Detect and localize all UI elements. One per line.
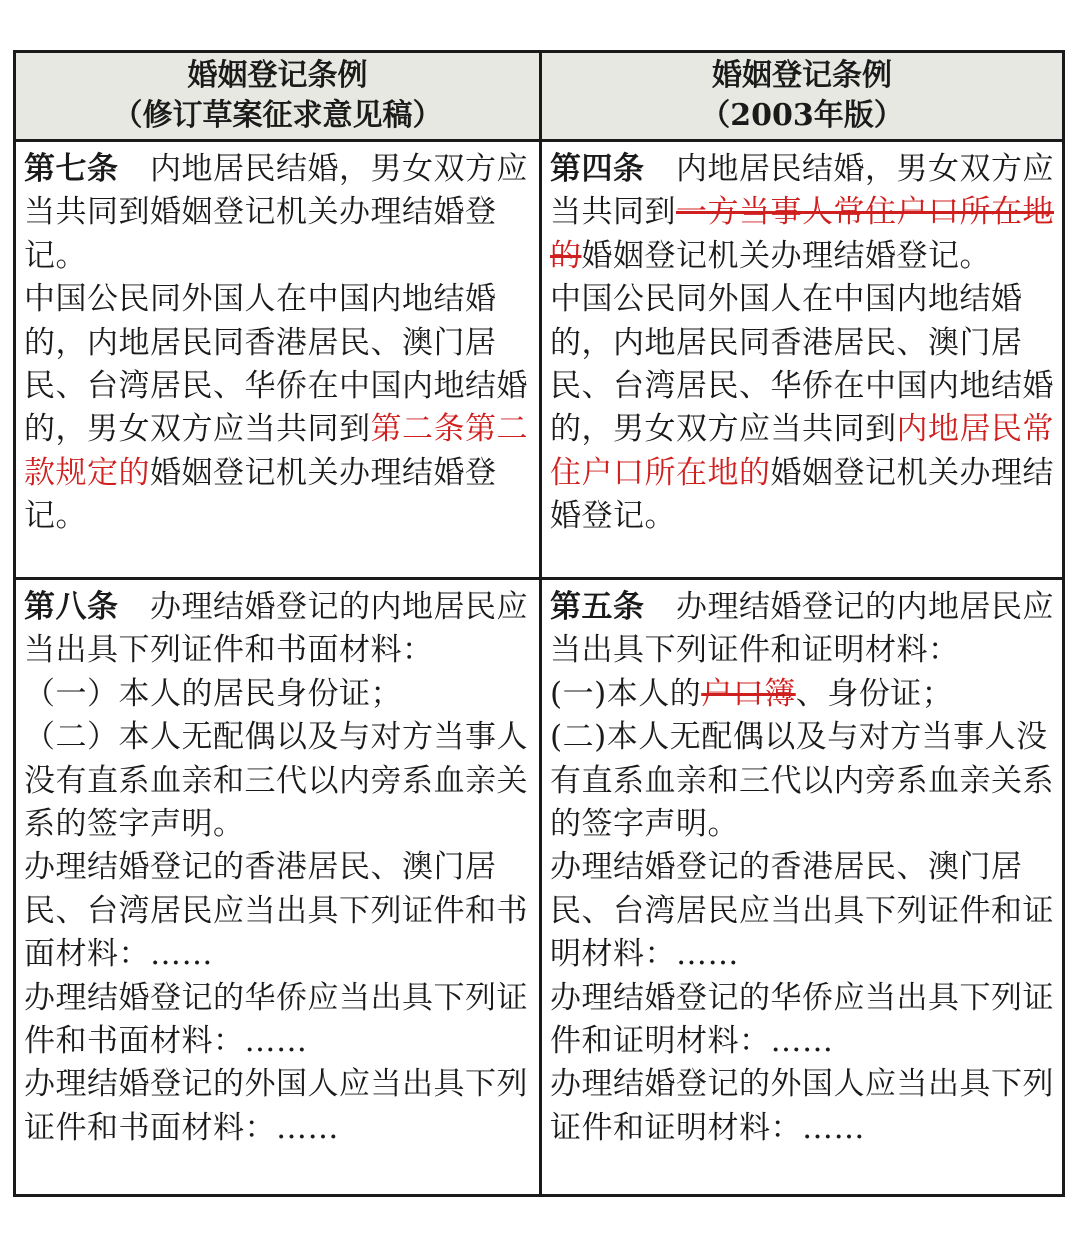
header-right <box>542 53 1062 139</box>
row1-left-para2: 中国公民同外国人在中国内地结婚的，内地居民同香港居民、澳门居民、台湾居民、华侨在中国内地结婚的，男女双方应当共同到第二条第二款规定的婚姻登记机关办理结婚登记。 <box>24 281 528 535</box>
article-5-label: 第五条 <box>550 589 645 625</box>
row2-left-para5: 办理结婚登记的外国人应当出具下列证件和书面材料：…… <box>24 1066 528 1146</box>
row2-right-item2: (二)本人无配偶以及与对方当事人没有直系血亲和三代以内旁系血亲关系的签字声明。 <box>550 719 1054 843</box>
row1-right-para2: 中国公民同外国人在中国内地结婚的，内地居民同香港居民、澳门居民、台湾居民、华侨在中国内地结婚的，男女双方应当共同到内地居民常住户口所在地的婚姻登记机关办理结婚登记。 <box>550 281 1054 535</box>
deleted-text: 户口簿 <box>701 675 796 712</box>
added-text: 第二条第二款规定的 <box>24 411 528 491</box>
row1-right-para1: 第四条 内地居民结婚，男女双方应当共同到一方当事人常住户口所在地的婚姻登记机关办理结婚登记。 <box>550 151 1054 274</box>
row2-right-cell <box>542 586 1062 1150</box>
comparison-table <box>13 50 1065 1197</box>
header-left-subtitle: （修订草案征求意见稿） <box>112 98 443 133</box>
row2-left-item1: （一）本人的居民身份证； <box>24 675 402 712</box>
row2-left-intro: 第八条 办理结婚登记的内地居民应当出具下列证件和书面材料： <box>24 589 528 669</box>
row2-right-intro: 第五条 办理结婚登记的内地居民应当出具下列证件和证明材料： <box>550 589 1054 669</box>
row2-left-cell <box>16 586 539 1150</box>
article-7-label: 第七条 <box>24 151 119 187</box>
row2-left-para4: 办理结婚登记的华侨应当出具下列证件和书面材料：…… <box>24 979 528 1060</box>
header-left <box>16 53 539 139</box>
row2-right-para5: 办理结婚登记的外国人应当出具下列证件和证明材料：…… <box>550 1066 1054 1146</box>
row2-right-para3: 办理结婚登记的香港居民、澳门居民、台湾居民应当出具下列证件和证明材料：…… <box>550 849 1054 973</box>
article-4-label: 第四条 <box>550 151 645 187</box>
row2-right-item1: (一)本人的户口簿、身份证； <box>550 675 954 712</box>
row-divider <box>16 577 1062 580</box>
row2-left-para3: 办理结婚登记的香港居民、澳门居民、台湾居民应当出具下列证件和书面材料：…… <box>24 849 528 973</box>
deleted-text: 一方当事人常住户口所在地的 <box>550 194 1054 274</box>
row2-right-para4: 办理结婚登记的华侨应当出具下列证件和证明材料：…… <box>550 979 1054 1060</box>
header-divider <box>16 139 1062 142</box>
header-right-subtitle: （2003年版） <box>700 98 904 133</box>
row2-left-item2: （二）本人无配偶以及与对方当事人没有直系血亲和三代以内旁系血亲关系的签字声明。 <box>24 719 528 843</box>
row1-right-cell <box>542 148 1062 539</box>
row1-left-para1: 第七条 内地居民结婚，男女双方应当共同到婚姻登记机关办理结婚登记。 <box>24 151 528 274</box>
highlighted-text: 内地居民常住户口所在地的 <box>550 411 1054 491</box>
header-left-title: 婚姻登记条例 <box>187 58 368 93</box>
header-right-title: 婚姻登记条例 <box>712 58 892 93</box>
row1-left-cell <box>16 148 539 539</box>
article-8-label: 第八条 <box>24 589 119 625</box>
